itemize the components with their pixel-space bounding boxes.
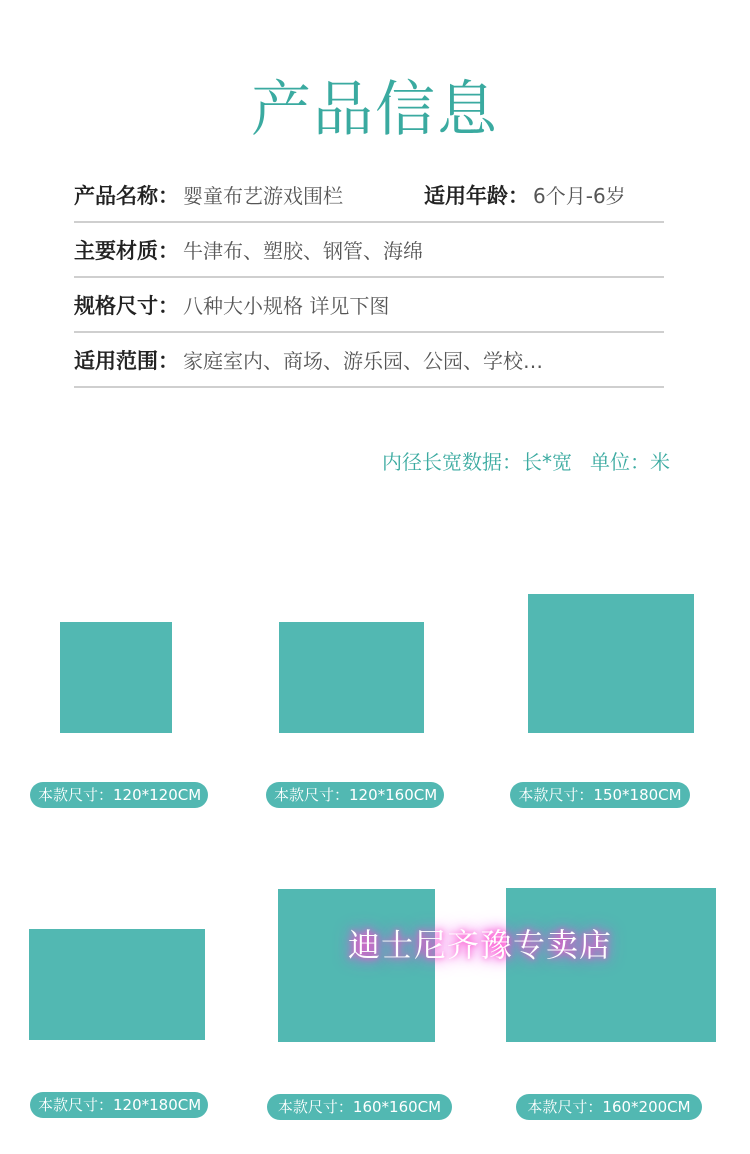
page-title: 产品信息	[251, 75, 499, 145]
size-label: 本款尺寸：120*120CM	[30, 782, 208, 808]
info-value: 婴童布艺游戏围栏	[183, 184, 343, 208]
unit-note	[382, 446, 670, 475]
size-box-150x180	[528, 594, 694, 733]
info-age-group	[424, 180, 626, 210]
info-label: 规格尺寸：	[74, 293, 179, 318]
info-label: 适用范围：	[74, 348, 179, 373]
size-label: 本款尺寸：160*160CM	[267, 1094, 452, 1120]
size-label: 本款尺寸：120*160CM	[266, 782, 444, 808]
info-value: 6个月-6岁	[533, 184, 626, 208]
size-box-120x160	[279, 622, 424, 733]
size-box-120x180	[29, 929, 205, 1040]
info-row-usage	[74, 333, 664, 388]
info-label: 适用年龄：	[424, 183, 529, 208]
info-label: 主要材质：	[74, 238, 179, 263]
store-watermark: 迪士尼齐豫专卖店	[348, 926, 613, 964]
size-label: 本款尺寸：150*180CM	[510, 782, 690, 808]
dimension-note: 内径长宽数据：长*宽	[382, 450, 572, 474]
unit-label: 单位：米	[590, 450, 670, 474]
size-label: 本款尺寸：120*180CM	[30, 1092, 208, 1118]
info-value: 八种大小规格 详见下图	[183, 294, 390, 318]
info-value: 家庭室内、商场、游乐园、公园、学校…	[183, 349, 543, 373]
product-info-table	[74, 168, 664, 388]
info-row-name-age	[74, 168, 664, 223]
info-row-spec	[74, 278, 664, 333]
info-label: 产品名称：	[74, 183, 179, 208]
info-row-material	[74, 223, 664, 278]
size-box-120x120	[60, 622, 172, 733]
info-value: 牛津布、塑胶、钢管、海绵	[183, 239, 423, 263]
size-label: 本款尺寸：160*200CM	[516, 1094, 702, 1120]
